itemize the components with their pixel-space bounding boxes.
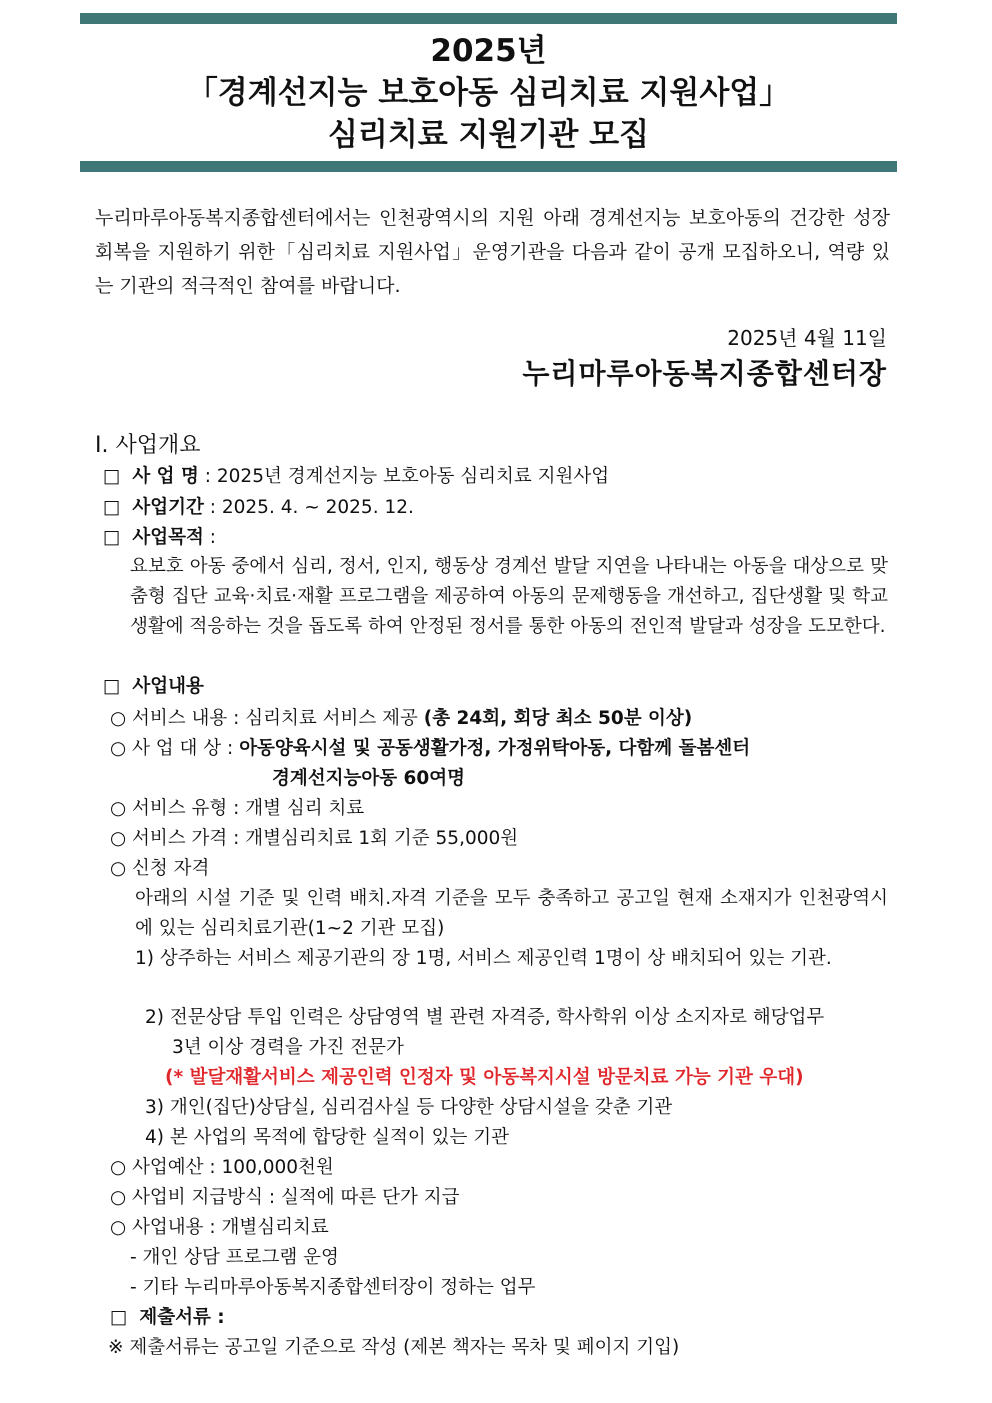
- business-name-value: : 2025년 경계선지능 보호아동 심리치료 지원사업: [204, 466, 610, 487]
- circle-bullet-icon: ○: [110, 738, 127, 759]
- business-content-row: [103, 673, 204, 701]
- target-detail: 아동양육시설 및 공동생활가정, 가정위탁아동, 다함께 돌봄센터: [239, 738, 751, 759]
- checkbox-icon: □: [103, 497, 121, 518]
- title-year: 2025년: [430, 33, 547, 69]
- circle-bullet-icon: ○: [110, 828, 127, 849]
- circle-bullet-icon: ○: [110, 798, 127, 819]
- top-divider-bar: [80, 13, 897, 24]
- budget-item: [110, 1154, 334, 1182]
- organization-name: 누리마루아동복지종합센터장: [522, 357, 887, 390]
- budget-text: 사업예산 : 100,000천원: [132, 1157, 334, 1178]
- documents-label: 제출서류 :: [139, 1307, 225, 1328]
- circle-bullet-icon: ○: [110, 1217, 127, 1238]
- qualification-2-line2: 3년 이상 경력을 가진 전문가: [172, 1037, 404, 1058]
- circle-bullet-icon: ○: [110, 1157, 127, 1178]
- business-period-value: : 2025. 4. ~ 2025. 12.: [209, 497, 414, 518]
- service-price-item: [110, 825, 518, 853]
- circle-bullet-icon: ○: [110, 708, 127, 729]
- business-content-label: 사업내용: [132, 676, 204, 697]
- business-name-label: 사 업 명: [132, 466, 199, 487]
- payment-text: 사업비 지급방식 : 실적에 따른 단가 지급: [132, 1187, 460, 1208]
- target-detail-second-line: 경계선지능아동 60여명: [272, 768, 466, 789]
- business-name-row: [103, 463, 609, 491]
- program-item: [110, 1214, 329, 1242]
- notice-date: 2025년 4월 11일: [727, 326, 887, 350]
- section-heading: Ⅰ. 사업개요: [95, 433, 201, 458]
- qualification-4: 4) 본 사업의 목적에 합당한 실적이 있는 기관: [145, 1127, 509, 1148]
- service-type-text: 서비스 유형 : 개별 심리 치료: [132, 798, 365, 819]
- business-period-row: [103, 494, 414, 522]
- business-purpose-text: 요보호 아동 중에서 심리, 정서, 인지, 행동상 경계선 발달 지연을 나타내는 아동을 대상으로 맞춤형 집단 교육·치료·재활 프로그램을 제공하여 아동의 문제행동을 개선하고, 집단생활 및 학교 생활에 적응하는 것을 돕도록 하여 안정된 정서를 통한 아동의 전인적 발달과 성장을 도모한다.: [130, 556, 888, 637]
- title-recruit: 심리치료 지원기관 모집: [327, 117, 650, 153]
- bottom-divider-bar: [80, 161, 897, 172]
- checkbox-icon: □: [103, 676, 121, 697]
- qualification-preference-note: (* 발달재활서비스 제공인력 인정자 및 아동복지시설 방문치료 가능 기관 우대): [165, 1067, 804, 1088]
- service-content-detail: (총 24회, 회당 최소 50분 이상): [423, 708, 693, 729]
- business-purpose-colon: :: [209, 527, 216, 548]
- target-item: [110, 735, 750, 763]
- service-content-item: [110, 705, 692, 733]
- program-text: 사업내용 : 개별심리치료: [132, 1217, 329, 1238]
- service-price-text: 서비스 가격 : 개별심리치료 1회 기준 55,000원: [132, 828, 519, 849]
- qualification-label: 신청 자격: [132, 858, 210, 879]
- checkbox-icon: □: [103, 527, 121, 548]
- business-purpose-label: 사업목적: [132, 527, 204, 548]
- checkbox-icon: □: [103, 466, 121, 487]
- business-purpose-row: [103, 524, 216, 552]
- service-content-label: 서비스 내용 : 심리치료 서비스 제공: [132, 708, 418, 729]
- business-period-label: 사업기간: [132, 497, 204, 518]
- program-sub-2: - 기타 누리마루아동복지종합센터장이 정하는 업무: [130, 1277, 536, 1298]
- documents-row: [110, 1304, 225, 1332]
- checkbox-icon: □: [110, 1307, 128, 1328]
- target-label: 사 업 대 상 :: [132, 738, 234, 759]
- title-program: 「경계선지능 보호아동 심리치료 지원사업」: [186, 75, 791, 111]
- qualification-item: [110, 855, 209, 883]
- qualification-3: 3) 개인(집단)상담실, 심리검사실 등 다양한 상담시설을 갖춘 기관: [145, 1097, 673, 1118]
- circle-bullet-icon: ○: [110, 1187, 127, 1208]
- service-type-item: [110, 795, 364, 823]
- qualification-1: 1) 상주하는 서비스 제공기관의 장 1명, 서비스 제공인력 1명이 상 배치되어 있는 기관.: [135, 948, 832, 969]
- qualification-text: 아래의 시설 기준 및 인력 배치.자격 기준을 모두 충족하고 공고일 현재 소재지가 인천광역시에 있는 심리치료기관(1~2 기관 모집): [135, 888, 888, 939]
- circle-bullet-icon: ○: [110, 858, 127, 879]
- intro-paragraph: 누리마루아동복지종합센터에서는 인천광역시의 지원 아래 경계선지능 보호아동의 건강한 성장 회복을 지원하기 위한「심리치료 지원사업」운영기관을 다음과 같이 공개 모집하오니, 역량 있는 기관의 적극적인 참여를 바랍니다.: [95, 207, 890, 297]
- documents-note: ※ 제출서류는 공고일 기준으로 작성 (제본 책자는 목차 및 페이지 기입): [108, 1337, 680, 1358]
- payment-item: [110, 1184, 460, 1212]
- program-sub-1: - 개인 상담 프로그램 운영: [130, 1247, 339, 1268]
- qualification-2-line1: 2) 전문상담 투입 인력은 상담영역 별 관련 자격증, 학사학위 이상 소지자로 해당업무: [145, 1007, 825, 1028]
